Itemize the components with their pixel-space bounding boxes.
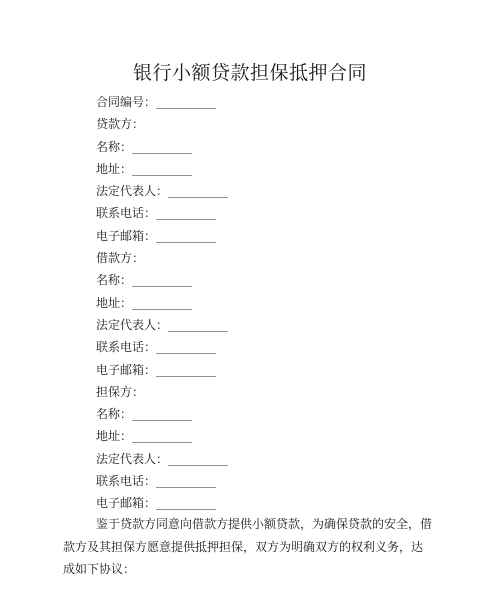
paragraph-line: 款方及其担保方愿意提供抵押担保，双方为明确双方的权利义务，达 bbox=[63, 539, 424, 554]
party-fields bbox=[96, 91, 456, 515]
contract-number-line: 合同编号：__________ bbox=[96, 95, 217, 109]
borrower-phone-line: 联系电话：__________ bbox=[96, 340, 217, 355]
borrower-heading: 借款方： bbox=[96, 251, 145, 266]
lender-name-line: 名称：__________ bbox=[96, 139, 193, 154]
borrower-legal-rep-line: 法定代表人：__________ bbox=[96, 317, 229, 332]
guarantor-heading: 担保方： bbox=[96, 384, 145, 399]
guarantor-name-line: 名称：__________ bbox=[96, 407, 193, 422]
document-title: 银行小额贷款担保抵押合同 bbox=[132, 62, 367, 84]
paragraph-line: 鉴于贷款方同意向借款方提供小额贷款，为确保贷款的安全，借 bbox=[96, 517, 433, 531]
lender-legal-rep-line: 法定代表人：__________ bbox=[96, 184, 229, 199]
preamble-paragraph bbox=[63, 513, 433, 581]
lender-phone-line: 联系电话：__________ bbox=[96, 206, 217, 221]
lender-heading: 贷款方： bbox=[96, 117, 145, 132]
borrower-name-line: 名称：__________ bbox=[96, 273, 193, 288]
guarantor-email-line: 电子邮箱：__________ bbox=[96, 496, 217, 511]
guarantor-address-line: 地址：__________ bbox=[96, 429, 193, 444]
paragraph-line: 成如下协议： bbox=[63, 562, 136, 576]
guarantor-legal-rep-line: 法定代表人：__________ bbox=[96, 451, 229, 466]
guarantor-phone-line: 联系电话：__________ bbox=[96, 474, 217, 489]
lender-email-line: 电子邮箱：__________ bbox=[96, 228, 217, 243]
borrower-email-line: 电子邮箱：__________ bbox=[96, 362, 217, 377]
lender-address-line: 地址：__________ bbox=[96, 161, 193, 176]
borrower-address-line: 地址：__________ bbox=[96, 295, 193, 310]
